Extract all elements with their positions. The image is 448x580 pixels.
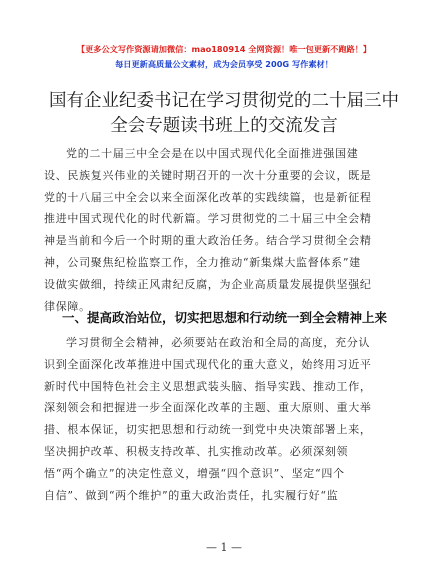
paragraph-intro [44, 143, 406, 317]
paragraph-line: 学习贯彻全会精神，必须要站在政治和全局的高度，充分认 [66, 336, 371, 349]
document-title-line-1: 国有企业纪委书记在学习贯彻党的二十届三中 [49, 91, 399, 111]
paragraph-line: 推进中国式现代化的时代新篇。学习贯彻党的二十届三中全会精 [44, 212, 372, 226]
paragraph-line: 设做实做细，持续正风肃纪反腐，为企业高质量发展提供坚强纪 [44, 277, 372, 291]
paragraph-line: 措、根本保证，切实把思想和行动统一到党中央决策部署上来， [44, 423, 372, 437]
paragraph-line: 律保障。 [44, 299, 91, 313]
promo-line-blue: 每日更新高质量公文素材，成为会员享受 200G 写作素材！ [115, 59, 333, 69]
paragraph-line: 党的二十届三中全会是在以中国式现代化全面推进强国建 [66, 147, 359, 160]
section-heading-1: 一、提高政治站位，切实把思想和行动统一到全会精神上来 [62, 310, 388, 325]
paragraph-line: 识到全面深化改革推进中国式现代化的重大意义，始终用习近平 [44, 357, 372, 371]
paragraph-line: 自信”、做到“两个维护”的重大政治责任，扎实履行好“监 [44, 488, 339, 502]
paragraph-line: 深刻领会和把握进一步全面深化改革的主题、重大原则、重大举 [44, 401, 372, 415]
page-number: — 1 — [206, 541, 242, 554]
paragraph-line: 神，公司聚焦纪检监察工作，全力推动“新集煤大监督体系”建 [44, 255, 361, 269]
paragraph-line: 设、民族复兴伟业的关键时期召开的一次十分重要的会议，既是 [44, 168, 372, 182]
promo-line-red: 【更多公文写作资源请加微信：mao180914 全网资源！唯一包更新不跑路！】 [76, 44, 372, 54]
document-title-line-2: 全会专题读书班上的交流发言 [110, 116, 338, 136]
paragraph-line: 新时代中国特色社会主义思想武装头脑、指导实践、推动工作， [44, 379, 372, 393]
paragraph-line: 悟“两个确立”的决定性意义，增强“四个意识”、坚定“四个 [44, 466, 345, 480]
paragraph-section-1 [44, 332, 406, 506]
paragraph-line: 党的十八届三中全会以来全面深化改革的实践续篇，也是新征程 [44, 190, 372, 204]
paragraph-line: 坚决拥护改革、积极支持改革、扎实推动改革。必须深刻领 [44, 444, 349, 458]
paragraph-line: 神是当前和今后一个时期的重大政治任务。结合学习贯彻全会精 [44, 234, 372, 248]
